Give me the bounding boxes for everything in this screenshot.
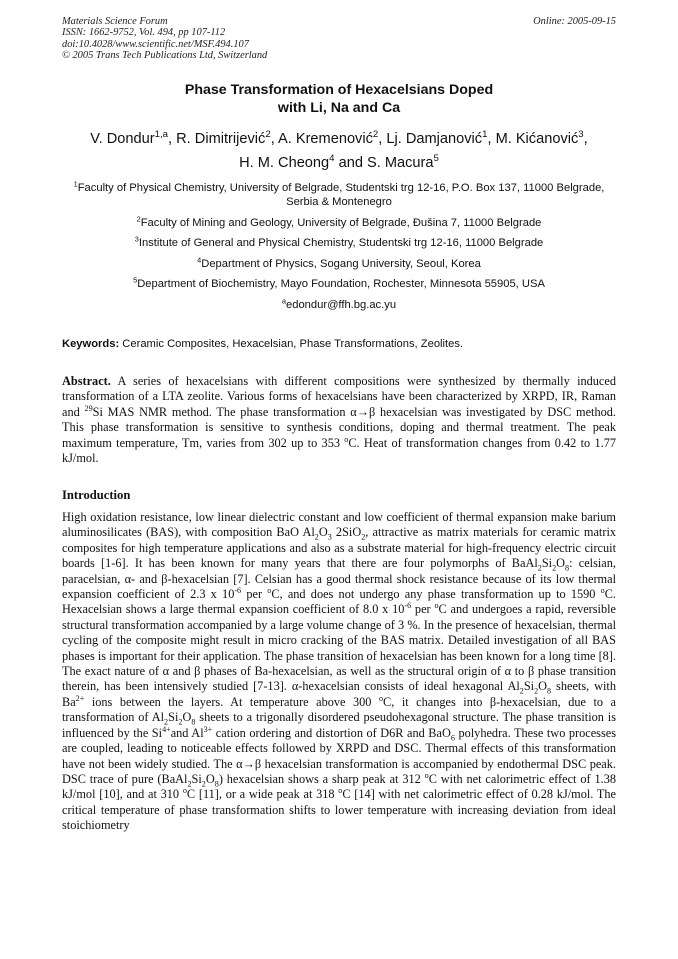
intro-text: O bbox=[205, 771, 215, 786]
journal-name: Materials Science Forum bbox=[62, 16, 168, 27]
author-sep: , bbox=[487, 131, 496, 147]
intro-sup: o bbox=[378, 693, 384, 703]
author-sep: , bbox=[378, 131, 387, 147]
intro-text: Si bbox=[191, 771, 202, 786]
affiliation-text: Faculty of Physical Chemistry, University of Belgrade, Studentski trg 12-16, P.O. Box 137, 11000 Belgrade, Serbia & Montenegro bbox=[77, 182, 605, 208]
affiliation-2 bbox=[62, 213, 616, 230]
abstract-label: Abstract. bbox=[62, 374, 111, 388]
affiliation-sup: 4 bbox=[197, 254, 202, 264]
author-line-1 bbox=[62, 127, 616, 151]
intro-text: per bbox=[411, 602, 435, 617]
intro-sup: 2+ bbox=[75, 693, 85, 703]
author-name: R. Dimitrijević bbox=[176, 131, 266, 147]
intro-sup: o bbox=[434, 601, 439, 611]
author-name: V. Dondur bbox=[90, 131, 155, 147]
intro-text: C and undergoes a rapid, reversible structural transformation accompanied by a large volume change of 3 %. In the presence of hexacelsian, thermal cycling of the composite might result in micro cracking of the BAS matrix. Detailed investigation of all BAS phases is important for their application. The phase transition of hexacelsian has been known for a long time [8]. The exact nature of α and β phases of Ba-hexacelsian, as well as the structural origin of α to β phase transition therein, has been intensively studied [7-13]. α-hexacelsian consists of ideal hexagonal Al bbox=[62, 602, 617, 694]
abstract bbox=[62, 374, 616, 466]
intro-sup: o bbox=[267, 585, 272, 595]
intro-text: , attractive as matrix materials for ceramic matrix composites for high temperature applications and also as a substrate material for high-frequency electric circuit boards [1-6]. It has been known for many years that there are four polymorphs of BaAl bbox=[62, 525, 617, 571]
intro-text: C with net calorimetric effect of 1.38 kJ/mol [10], and at 310 bbox=[62, 771, 616, 802]
intro-sub: 2 bbox=[314, 532, 319, 542]
intro-text: O bbox=[556, 556, 566, 571]
paper-title bbox=[62, 82, 616, 117]
corresponding-email[interactable] bbox=[62, 295, 616, 312]
author-affil-sup: 2 bbox=[265, 129, 271, 141]
intro-sup: o bbox=[338, 786, 343, 796]
abstract-text: C. Heat of transformation changes from 0.42 to 1.77 kJ/mol. bbox=[62, 435, 616, 466]
intro-sup: 4+ bbox=[162, 724, 171, 734]
affiliation-5 bbox=[62, 277, 616, 291]
author-affil-sup: 2 bbox=[372, 129, 379, 141]
affiliation-1 bbox=[62, 181, 616, 209]
intro-sub: 8 bbox=[214, 779, 219, 789]
intro-sub: 3 bbox=[327, 532, 332, 542]
intro-sup: o bbox=[600, 585, 605, 595]
intro-text: C, and does not undergo any phase transformation up to 1590 bbox=[271, 587, 601, 602]
intro-text: O bbox=[538, 679, 548, 694]
intro-text: C [11], or a wide peak at 318 bbox=[186, 787, 339, 802]
intro-sub: 2 bbox=[178, 717, 183, 727]
intro-text: per bbox=[241, 587, 268, 602]
title-line-2: with Li, Na and Ca bbox=[277, 99, 401, 116]
intro-sub: 2 bbox=[164, 717, 169, 727]
intro-text: Si bbox=[168, 710, 179, 725]
affiliation-sup: 1 bbox=[73, 179, 78, 189]
intro-text: cation ordering and distortion of D6R and BaO bbox=[212, 725, 451, 740]
affiliation-text: Institute of General and Physical Chemistry, Studentski trg 12-16, 11000 Belgrade bbox=[138, 237, 544, 249]
author-sep: , bbox=[270, 131, 278, 147]
journal-header bbox=[62, 16, 616, 62]
author-list bbox=[62, 127, 616, 175]
intro-text: polyhedra. These two processes are coupled, leading to noticeable effects followed by XRPD and DSC. Thermal effects of this transformation have not been widely studied. The α→β hexacelsian transformation is accompanied by endothermal DSC peak. DSC trace of pure (BaAl bbox=[62, 725, 616, 786]
intro-text: sheets to a trigonally disordered pseudohexagonal structure. The phase transition is influenced by the Si bbox=[62, 710, 616, 740]
affiliation-sup: 5 bbox=[133, 275, 138, 285]
intro-sub: 2 bbox=[537, 563, 542, 573]
author-sep: , bbox=[168, 131, 177, 147]
introduction-paragraph bbox=[62, 510, 616, 834]
author-sep: , bbox=[583, 131, 588, 147]
affiliation-sup: a bbox=[281, 295, 287, 305]
author-affil-sup: 5 bbox=[433, 153, 439, 165]
author-affil-sup: 3 bbox=[578, 129, 584, 141]
affiliation-sup: 3 bbox=[134, 234, 139, 244]
keywords bbox=[62, 337, 616, 351]
intro-text: C, it changes into β-hexacelsian, due to a transformation of Al bbox=[62, 694, 616, 725]
abstract-sup: 29 bbox=[84, 403, 93, 413]
intro-text: ) hexacelsian shows a sharp peak at 312 bbox=[218, 771, 425, 786]
intro-sup: o bbox=[424, 770, 429, 780]
intro-sub: 2 bbox=[201, 779, 206, 789]
affiliation-text: Department of Physics, Sogang University, Seoul, Korea bbox=[201, 257, 481, 270]
title-line-1: Phase Transformation of Hexacelsians Doped bbox=[184, 82, 494, 98]
section-heading-introduction: Introduction bbox=[62, 488, 131, 502]
online-date: Online: 2005-09-15 bbox=[533, 16, 616, 27]
intro-text: ions between the layers. At temperature above 300 bbox=[84, 694, 379, 709]
intro-sup: o bbox=[182, 786, 187, 796]
intro-sub: 8 bbox=[565, 563, 570, 573]
author-name: Lj. Damjanović bbox=[386, 131, 483, 147]
intro-text: O bbox=[318, 525, 328, 540]
abstract-text: Si MAS NMR method. The phase transformation α→β hexacelsian was investigated by DSC method. This phase transformation is sensitive to synthesis conditions, doping and thermal treatment. The peak maximum temperature, Tm, varies from 302 up to 353 bbox=[62, 404, 616, 450]
author-name: A. Kremenović bbox=[278, 131, 373, 147]
intro-text: High oxidation resistance, low linear dielectric constant and low coefficient of thermal expansion make barium aluminosilicates (BAS), with composition BaO Al bbox=[62, 510, 616, 540]
intro-text: C. Hexacelsian shows a large thermal expansion coefficient of 8.0 x 10 bbox=[62, 587, 617, 617]
author-affil-sup: 4 bbox=[329, 153, 335, 165]
intro-text: 2SiO bbox=[331, 525, 362, 540]
intro-sub: 2 bbox=[534, 686, 539, 696]
intro-text: Si bbox=[541, 556, 553, 571]
abstract-text: A series of hexacelsians with different compositions were synthesized by thermally induced transformation of a LTA zeolite. Various forms of hexacelsians have been characterized by XRPD, IR, Raman and bbox=[62, 374, 616, 419]
keywords-text: Ceramic Composites, Hexacelsian, Phase Transformations, Zeolites. bbox=[119, 338, 464, 350]
keywords-label: Keywords: bbox=[62, 338, 120, 350]
intro-sub: 2 bbox=[187, 779, 192, 789]
intro-sup: -6 bbox=[404, 601, 412, 611]
intro-text: O bbox=[182, 710, 192, 725]
intro-sub: 6 bbox=[450, 733, 455, 743]
journal-issn: ISSN: 1662-9752, Vol. 494, pp 107-112 bbox=[62, 27, 226, 39]
author-name: M. Kićanović bbox=[495, 131, 579, 147]
abstract-sup: o bbox=[344, 434, 349, 444]
affiliation-3 bbox=[62, 236, 616, 250]
affiliation-sup: 2 bbox=[136, 213, 141, 223]
intro-sub: 2 bbox=[361, 532, 366, 542]
affiliation-text: Faculty of Mining and Geology, University of Belgrade, Đušina 7, 11000 Belgrade bbox=[140, 216, 542, 229]
intro-text: : celsian, paracelsian, α- and β-hexacelsian [7]. Celsian has a good thermal shock resistance because of its low thermal expansion coefficient of 2.3 x 10 bbox=[62, 556, 616, 602]
intro-text: sheets, with Ba bbox=[62, 679, 616, 709]
intro-sub: 2 bbox=[552, 563, 557, 573]
journal-copyright: © 2005 Trans Tech Publications Ltd, Switzerland bbox=[62, 50, 268, 62]
intro-sup: -6 bbox=[234, 585, 242, 595]
author-affil-sup: 1,a bbox=[154, 129, 169, 141]
introduction-body bbox=[62, 510, 616, 834]
author-and: and bbox=[334, 155, 367, 171]
intro-text: Si bbox=[523, 679, 535, 694]
journal-doi[interactable]: doi:10.4028/www.scientific.net/MSF.494.107 bbox=[62, 38, 249, 50]
intro-sub: 8 bbox=[191, 717, 196, 727]
intro-text: C [14] with net calorimetric effect of 0.28 kJ/mol. The critical temperature of phase transformation shifts to lower temperature with increasing deviation from ideal stoichiometry bbox=[62, 787, 616, 833]
author-affil-sup: 1 bbox=[482, 129, 488, 141]
intro-text: and Al bbox=[170, 725, 204, 740]
author-name: H. M. Cheong bbox=[239, 155, 330, 171]
email-text[interactable]: edondur@ffh.bg.ac.yu bbox=[286, 298, 397, 311]
intro-sub: 2 bbox=[519, 686, 524, 696]
intro-sup: 3+ bbox=[203, 724, 213, 734]
intro-sub: 8 bbox=[547, 686, 552, 696]
affiliation-text: Department of Biochemistry, Mayo Foundation, Rochester, Minnesota 55905, USA bbox=[137, 278, 545, 290]
affiliation-4 bbox=[62, 254, 616, 271]
affiliation-list bbox=[62, 181, 616, 318]
author-line-2 bbox=[62, 151, 616, 175]
author-name: S. Macura bbox=[367, 155, 434, 171]
